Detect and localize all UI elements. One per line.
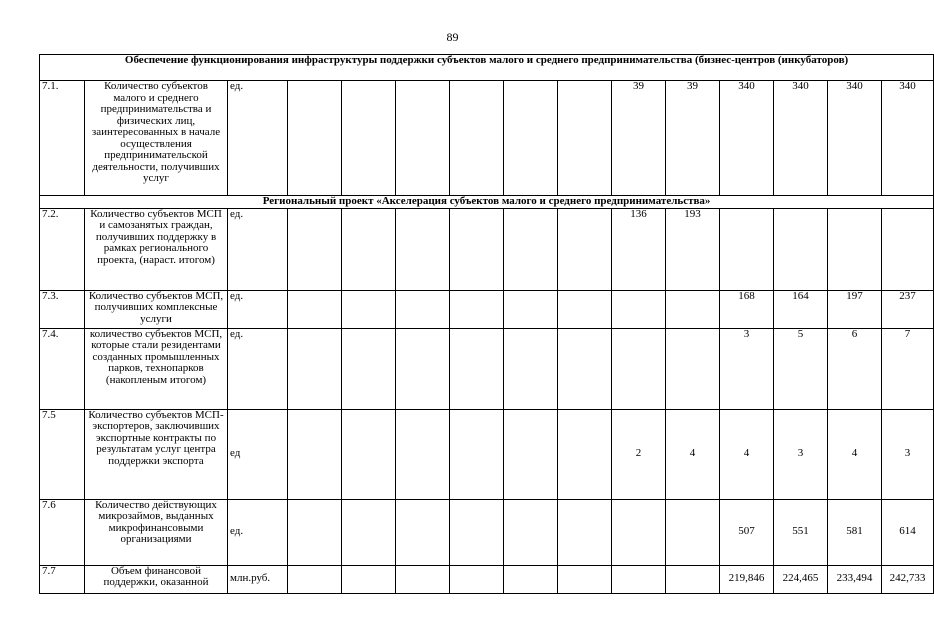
value-cell: 340 [828, 81, 882, 196]
indicator-name: Количество субъектов МСП и самозанятых граждан, получивших поддержку в рамках регионального проекта, (нараст. итогом) [85, 208, 228, 290]
table-row [40, 565, 934, 593]
value-cell [396, 81, 450, 196]
unit-cell: ед. [228, 81, 288, 196]
value-cell: 39 [666, 81, 720, 196]
table-row [40, 290, 934, 328]
value-cell [396, 409, 450, 499]
value-cell [342, 208, 396, 290]
section-title: Региональный проект «Акселерация субъектов малого и среднего предпринимательства» [40, 196, 934, 209]
value-cell [612, 328, 666, 409]
value-cell [558, 328, 612, 409]
value-cell: 3 [882, 409, 934, 499]
value-cell [450, 409, 504, 499]
value-cell [288, 565, 342, 593]
section-row [40, 196, 934, 209]
value-cell [558, 81, 612, 196]
value-cell: 233,494 [828, 565, 882, 593]
value-cell: 4 [666, 409, 720, 499]
unit-cell: млн.руб. [228, 565, 288, 593]
value-cell [450, 81, 504, 196]
row-number: 7.7 [40, 565, 85, 593]
value-cell: 3 [774, 409, 828, 499]
value-cell [288, 409, 342, 499]
row-number: 7.3. [40, 290, 85, 328]
value-cell: 581 [828, 499, 882, 565]
value-cell [450, 565, 504, 593]
value-cell [504, 290, 558, 328]
indicator-name: Количество субъектов малого и среднего предпринимательства и физических лиц, заинтересованных в начале осуществления предпринимательской деятельности, получивших услуг [85, 81, 228, 196]
value-cell [396, 499, 450, 565]
section-row [40, 55, 934, 81]
value-cell [558, 565, 612, 593]
value-cell: 4 [720, 409, 774, 499]
value-cell [396, 565, 450, 593]
value-cell [666, 328, 720, 409]
unit-cell: ед. [228, 499, 288, 565]
value-cell: 39 [612, 81, 666, 196]
unit-cell: ед [228, 409, 288, 499]
value-cell [504, 499, 558, 565]
value-cell [342, 499, 396, 565]
row-number: 7.4. [40, 328, 85, 409]
table-row [40, 328, 934, 409]
value-cell [288, 208, 342, 290]
value-cell [504, 81, 558, 196]
value-cell [720, 208, 774, 290]
value-cell [396, 290, 450, 328]
value-cell: 193 [666, 208, 720, 290]
value-cell [342, 328, 396, 409]
value-cell: 7 [882, 328, 934, 409]
unit-cell: ед. [228, 328, 288, 409]
value-cell [504, 328, 558, 409]
value-cell [558, 409, 612, 499]
value-cell [450, 208, 504, 290]
value-cell [612, 499, 666, 565]
value-cell [558, 499, 612, 565]
value-cell: 340 [774, 81, 828, 196]
unit-cell: ед. [228, 208, 288, 290]
value-cell [666, 290, 720, 328]
value-cell [666, 499, 720, 565]
value-cell: 551 [774, 499, 828, 565]
value-cell [450, 328, 504, 409]
value-cell [774, 208, 828, 290]
indicator-name: Объем финансовой поддержки, оказанной [85, 565, 228, 593]
table-row [40, 208, 934, 290]
value-cell [342, 565, 396, 593]
value-cell [612, 290, 666, 328]
value-cell [396, 328, 450, 409]
value-cell: 197 [828, 290, 882, 328]
indicator-name: количество субъектов МСП, которые стали резидентами созданных промышленных парков, технопарков (накопленым итогом) [85, 328, 228, 409]
value-cell [666, 565, 720, 593]
value-cell: 507 [720, 499, 774, 565]
value-cell [558, 208, 612, 290]
indicator-name: Количество субъектов МСП, получивших комплексные услуги [85, 290, 228, 328]
section-title: Обеспечение функционирования инфраструктуры поддержки субъектов малого и среднего предпринимательства (бизнес-центров (инкубаторов) [40, 55, 934, 81]
row-number: 7.5 [40, 409, 85, 499]
row-number: 7.2. [40, 208, 85, 290]
value-cell [882, 208, 934, 290]
value-cell [288, 328, 342, 409]
value-cell: 3 [720, 328, 774, 409]
value-cell: 219,846 [720, 565, 774, 593]
row-number: 7.1. [40, 81, 85, 196]
table-row [40, 499, 934, 565]
value-cell: 168 [720, 290, 774, 328]
value-cell [828, 208, 882, 290]
value-cell: 224,465 [774, 565, 828, 593]
value-cell [612, 565, 666, 593]
indicator-name: Количество действующих микрозаймов, выданных микрофинансовыми организациями [85, 499, 228, 565]
value-cell: 242,733 [882, 565, 934, 593]
value-cell [504, 409, 558, 499]
table-row [40, 81, 934, 196]
value-cell [288, 499, 342, 565]
value-cell [342, 290, 396, 328]
value-cell [450, 290, 504, 328]
value-cell: 340 [882, 81, 934, 196]
value-cell [342, 81, 396, 196]
value-cell [504, 565, 558, 593]
indicators-table [39, 54, 934, 594]
value-cell [450, 499, 504, 565]
value-cell: 5 [774, 328, 828, 409]
value-cell: 2 [612, 409, 666, 499]
value-cell: 164 [774, 290, 828, 328]
indicator-name: Количество субъектов МСП-экспортеров, заключивших экспортные контракты по результатам услуг центра поддержки экспорта [85, 409, 228, 499]
unit-cell: ед. [228, 290, 288, 328]
value-cell: 340 [720, 81, 774, 196]
table-row [40, 409, 934, 499]
value-cell [288, 81, 342, 196]
value-cell: 136 [612, 208, 666, 290]
value-cell [342, 409, 396, 499]
value-cell [558, 290, 612, 328]
value-cell: 4 [828, 409, 882, 499]
page-number: 89 [446, 30, 459, 44]
row-number: 7.6 [40, 499, 85, 565]
value-cell [288, 290, 342, 328]
value-cell: 614 [882, 499, 934, 565]
value-cell: 237 [882, 290, 934, 328]
value-cell: 6 [828, 328, 882, 409]
value-cell [504, 208, 558, 290]
value-cell [396, 208, 450, 290]
